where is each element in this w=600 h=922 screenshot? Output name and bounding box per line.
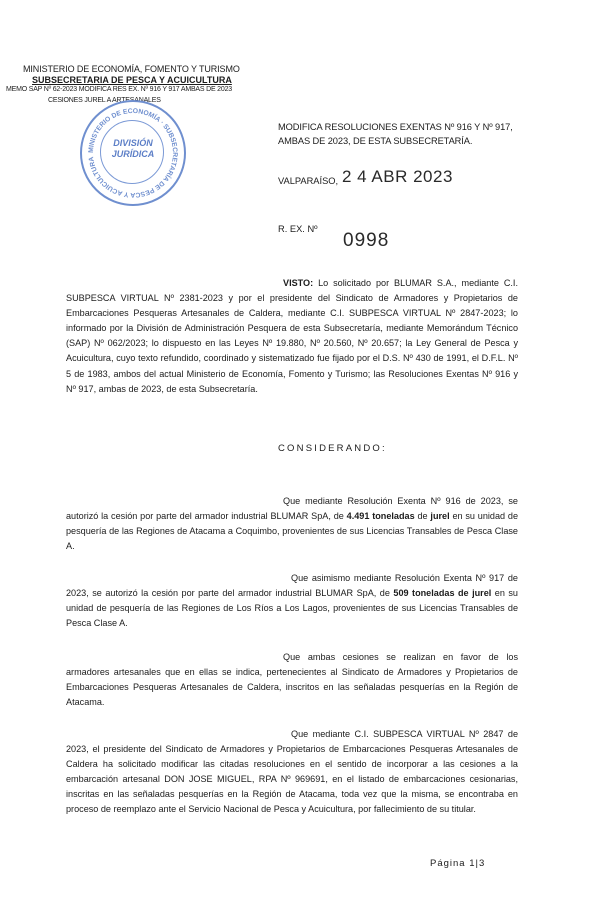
subject-line-2: AMBAS DE 2023, DE ESTA SUBSECRETARÍA. [278, 136, 473, 146]
considerando-paragraph-2: Que asimismo mediante Resolución Exenta Nº 917 de 2023, se autorizó la cesión por parte del armador industrial BLUMAR SpA, de 509 toneladas de jurel en su unidad de pesquería de las Regiones de Los Ríos a Los Lagos, provenientes de sus Licencias Transables de Pesca Clase A. [66, 573, 518, 629]
stamp-line-1: DIVISIÓN [113, 138, 153, 148]
page-number: Página 1|3 [430, 858, 486, 869]
considerando-paragraph-3: Que ambas cesiones se realizan en favor de los armadores artesanales que en ellas se indica, pertenecientes al Sindicato de Armadores y Propietarios de Embarcaciones Pesqueras Artesanales de Caldera, inscritos en las señaladas pesquerías en la Región de Atacama. [66, 652, 518, 708]
memo-reference: MEMO SAP Nº 62-2023 MODIFICA RES EX. Nº 916 Y 917 AMBAS DE 2023 [6, 86, 232, 93]
visto-paragraph [66, 276, 518, 397]
considerando-paragraph-4: Que mediante C.I. SUBPESCA VIRTUAL Nº 2847 de 2023, el presidente del Sindicato de Armadores y Propietarios de Embarcaciones Pesqueras Artesanales de Caldera ha solicitado modificar las citadas resoluciones en el sentido de incorporar a las cesiones a la embarcación artesanal DON JOSE MIGUEL, RPA Nº 969691, en el listado de embarcaciones cesionarias, inscritas en las señaladas pesquerías en la Región de Atacama, toda vez que la misma, se encontraba en proceso de reemplazo ante el Servicio Nacional de Pesca y Acuicultura, por fallecimiento de su titular. [66, 729, 518, 815]
visto-text: Lo solicitado por BLUMAR S.A., mediante C.I. SUBPESCA VIRTUAL Nº 2381-2023 y por el presidente del Sindicato de Armadores y Propietarios de Embarcaciones Pesqueras Artesanales de Caldera, mediante C.I. SUBPESCA VIRTUAL Nº 2847-2023; lo informado por la División de Administración Pesquera de esta Subsecretaría, mediante Memorándum Técnico (SAP) Nº 062/2023; lo dispuesto en las Leyes Nº 19.880, Nº 20.560, Nº 20.657; la Ley General de Pesca y Acuicultura, cuyo texto refundido, coordinado y sistematizado fue fijado por el D.S. Nº 430 de 1991, el D.F.L. Nº 5 de 1983, ambos del actual Ministerio de Economía, Fomento y Turismo; las Resoluciones Exentas Nº 916 y Nº 917, ambas de 2023, de esta Subsecretaría. [66, 278, 518, 394]
subject-line-1: MODIFICA RESOLUCIONES EXENTAS Nº 916 Y Nº 917, [278, 122, 513, 132]
stamp-line-2: JURÍDICA [111, 149, 155, 159]
svg-text:MINISTERIO DE ECONOMÍA · SUBSE: MINISTERIO DE ECONOMÍA · SUBSECRETARÍA DE PESCA Y ACUICULTURA [87, 107, 179, 199]
cesiones-reference: CESIONES JUREL A ARTESANALES [48, 96, 161, 104]
rex-number: 0998 [343, 230, 390, 251]
rex-label: R. EX. Nº [278, 224, 318, 234]
place-label: VALPARAÍSO, [278, 176, 339, 186]
subsecretaria-name: SUBSECRETARIA DE PESCA Y ACUICULTURA [32, 74, 232, 85]
considerando-heading: CONSIDERANDO: [278, 443, 387, 454]
letterhead [6, 64, 293, 106]
date-stamp: 2 4 ABR 2023 [342, 167, 453, 186]
division-juridica-stamp [80, 100, 186, 206]
visto-label: VISTO: [283, 278, 314, 288]
ministry-name: MINISTERIO DE ECONOMÍA, FOMENTO Y TURISMO [23, 64, 240, 74]
considerando-paragraph-1: Que mediante Resolución Exenta Nº 916 de 2023, se autorizó la cesión por parte del armador industrial BLUMAR SpA, de 4.491 toneladas de jurel en su unidad de pesquería de las Regiones de Atacama a Coquimbo, provenientes de sus Licencias Transables de Pesca Clase A. [66, 496, 519, 552]
resolution-subject [278, 120, 578, 148]
